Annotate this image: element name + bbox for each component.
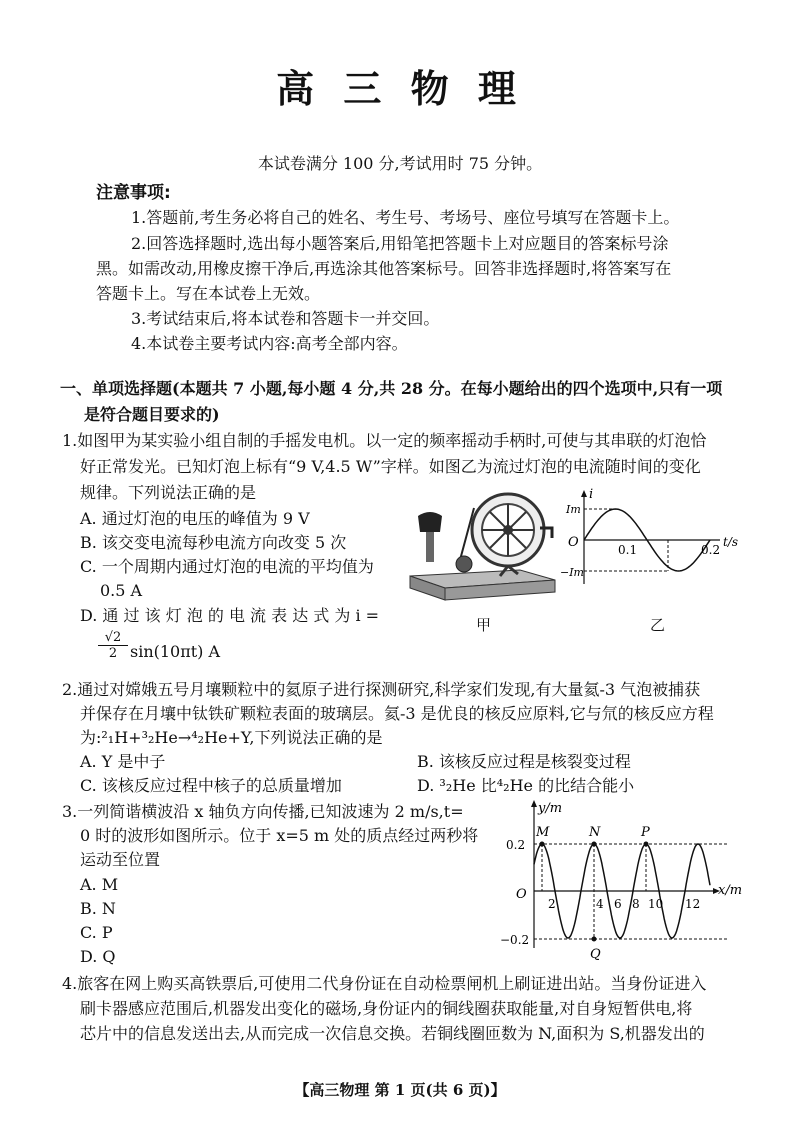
q4-stem: 刷卡器感应范围后,机器发出变化的磁场,身份证内的铜线圈获取能量,对自身短暂供电,将 <box>80 999 693 1018</box>
exam-info: 本试卷满分 100 分,考试用时 75 分钟。 <box>257 154 543 173</box>
label-m: M <box>536 825 550 840</box>
tick-8: 8 <box>632 897 640 911</box>
wave-y-neg: −0.2 <box>500 933 530 947</box>
tick-6: 6 <box>614 897 622 911</box>
notice-line: 3.考试结束后,将本试卷和答题卡一并交回。 <box>131 309 440 328</box>
graph-im-label: Im <box>566 503 581 516</box>
fraction-denominator: 2 <box>108 646 118 661</box>
tick-2: 2 <box>548 897 556 911</box>
graph-i-label: i <box>589 488 594 502</box>
notice-line: 1.答题前,考生务必将自己的姓名、考生号、考场号、座位号填写在答题卡上。 <box>131 208 680 227</box>
q2-option-d: D. ³₂He 比⁴₂He 的比结合能小 <box>417 776 635 795</box>
section-heading: 一、单项选择题(本题共 7 小题,每小题 4 分,共 28 分。在每小题给出的四个选项中,只有一项 <box>60 379 723 398</box>
q2-option-b: B. 该核反应过程是核裂变过程 <box>417 752 631 771</box>
section-heading-cont: 是符合题目要求的) <box>84 405 220 424</box>
tick-4: 4 <box>596 897 604 911</box>
q1-option-b: B. 该交变电流每秒电流方向改变 5 次 <box>80 533 347 552</box>
point-q <box>592 937 597 942</box>
label-p: P <box>641 825 650 840</box>
wave-y-pos: 0.2 <box>506 838 526 852</box>
page-footer: 【高三物理 第 1 页(共 6 页)】 <box>294 1081 506 1099</box>
q2-stem: 并保存在月壤中钛铁矿颗粒表面的玻璃层。氦-3 是优良的核反应原料,它与氘的核反应方程 <box>80 704 714 723</box>
graph-origin: O <box>568 535 579 550</box>
q1-option-c: C. 一个周期内通过灯泡的电流的平均值为 <box>80 557 374 576</box>
figure-label-jia: 甲 <box>476 616 492 634</box>
wave-origin: O <box>516 887 527 902</box>
q3-stem: 3.一列简谐横波沿 x 轴负方向传播,已知波速为 2 m/s,t= <box>62 802 464 821</box>
q3-option-c: C. P <box>80 923 113 942</box>
q1-stem: 规律。下列说法正确的是 <box>80 483 257 502</box>
graph-neg-im-label: −Im <box>560 566 584 579</box>
q3-option-a: A. M <box>80 875 119 894</box>
wave-graph <box>496 798 766 968</box>
fraction-numerator: √2 <box>98 630 128 646</box>
page-title: 高 三 物 理 <box>276 67 524 111</box>
notice-line: 4.本试卷主要考试内容:高考全部内容。 <box>131 334 408 353</box>
point-p <box>644 842 649 847</box>
tick-12: 12 <box>685 897 701 911</box>
graph-tick-0-1: 0.1 <box>618 543 638 557</box>
q1-stem: 1.如图甲为某实验小组自制的手摇发电机。以一定的频率摇动手柄时,可使与其串联的灯泡恰 <box>62 431 707 450</box>
graph-t-label: t/s <box>723 535 739 549</box>
wave-x-label: x/m <box>718 883 743 898</box>
q1-option-c-value: 0.5 A <box>100 581 143 600</box>
label-n: N <box>589 825 601 840</box>
point-n <box>592 842 597 847</box>
i-axis-arrow <box>581 490 587 497</box>
q4-stem: 4.旅客在网上购买高铁票后,可使用二代身份证在自动检票闸机上刷证进出站。当身份证进入 <box>62 974 707 993</box>
y-axis-arrow <box>531 800 537 807</box>
q1-option-d-expression: sin(10πt) A <box>130 642 221 661</box>
hand-generator-figure <box>400 488 560 613</box>
q1-stem: 好正常发光。已知灯泡上标有“9 V,4.5 W”字样。如图乙为流过灯泡的电流随时间的变化 <box>80 457 701 476</box>
q3-stem: 0 时的波形如图所示。位于 x=5 m 处的质点经过两秒将 <box>80 826 479 845</box>
label-q: Q <box>590 947 601 962</box>
q3-stem: 运动至位置 <box>80 850 161 869</box>
q3-option-b: B. N <box>80 899 116 918</box>
q1-option-a: A. 通过灯泡的电压的峰值为 9 V <box>80 509 310 528</box>
q2-stem: 2.通过对嫦娥五号月壤颗粒中的氦原子进行探测研究,科学家们发现,有大量氦-3 气泡被捕获 <box>62 680 701 699</box>
q4-stem: 芯片中的信息发送出去,从而完成一次信息交换。若铜线圈匝数为 N,面积为 S,机器发出的 <box>80 1024 705 1043</box>
notice-heading: 注意事项: <box>96 183 171 203</box>
notice-line: 2.回答选择题时,选出每小题答案后,用铅笔把答题卡上对应题目的答案标号涂 <box>131 234 669 253</box>
current-time-graph <box>558 488 773 628</box>
point-m <box>540 842 545 847</box>
graph-tick-0-2: 0.2 <box>701 543 721 557</box>
q2-option-a: A. Y 是中子 <box>80 752 166 771</box>
q1-option-d: D. 通 过 该 灯 泡 的 电 流 表 达 式 为 i = <box>80 606 380 625</box>
q3-option-d: D. Q <box>80 947 116 966</box>
notice-line: 黑。如需改动,用橡皮擦干净后,再选涂其他答案标号。回答非选择题时,将答案写在 <box>96 259 672 278</box>
q1-option-d-fraction <box>98 630 128 661</box>
q2-option-c: C. 该核反应过程中核子的总质量增加 <box>80 776 342 795</box>
tick-10: 10 <box>648 897 664 911</box>
figure-label-yi: 乙 <box>650 616 666 634</box>
wave-y-label: y/m <box>538 801 563 816</box>
notice-line: 答题卡上。写在本试卷上无效。 <box>96 284 321 303</box>
q2-stem: 为:²₁H+³₂He→⁴₂He+Y,下列说法正确的是 <box>80 728 383 747</box>
